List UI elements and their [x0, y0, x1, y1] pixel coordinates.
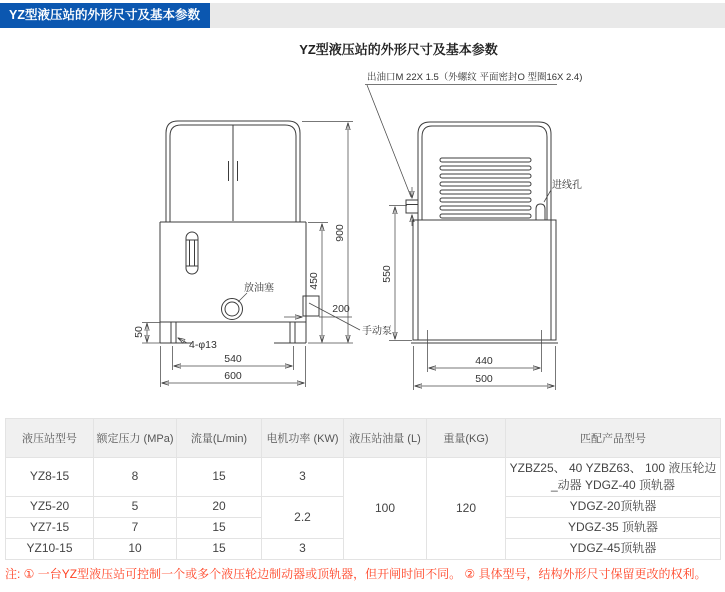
dim-total-height: 900	[334, 224, 346, 242]
table-header-row	[6, 419, 721, 458]
header-match: 匹配产品型号	[506, 419, 721, 458]
cell-match: YZBZ25、 40 YZBZ63、 100 液压轮边_动器 YDGZ-40 顶轨器	[506, 458, 721, 497]
cell-match: YDGZ-45顶轨器	[506, 539, 721, 560]
dim-bolt-span-front: 540	[224, 353, 242, 365]
dim-foot-height: 50	[133, 326, 145, 338]
cell-model: YZ10-15	[6, 539, 94, 560]
cell-pressure: 7	[94, 518, 177, 539]
drawing-title: YZ型液压站的外形尺寸及基本参数	[299, 42, 498, 57]
dim-overall-depth: 500	[475, 373, 493, 385]
cell-power: 2.2	[262, 497, 344, 539]
front-view	[133, 121, 392, 387]
header-pressure: 额定压力 (MPa)	[94, 419, 177, 458]
dim-bolt-span-side: 440	[475, 355, 493, 367]
header-weight: 重量(KG)	[427, 419, 506, 458]
header-power: 电机功率 (KW)	[262, 419, 344, 458]
cable-hole-label: 进线孔	[552, 180, 582, 191]
footnote: 注: ① 一台YZ型液压站可控制一个或多个液压轮边制动器或顶轨器，但开闸时间不同。 ② 具体型号，结构外形尺寸保留更改的权利。	[5, 567, 707, 581]
hand-pump-label: 手动泵	[362, 326, 392, 337]
side-view	[365, 71, 582, 390]
outlet-label: 出油口M 22X 1.5（外螺纹 平面密封O 型圈16X 2.4)	[367, 72, 583, 83]
dim-pump-height: 200	[332, 303, 350, 315]
header-model: 液压站型号	[6, 419, 94, 458]
cell-power: 3	[262, 458, 344, 497]
header-oil-volume: 液压站油量 (L)	[344, 419, 427, 458]
hand-pump	[303, 296, 319, 316]
cell-flow: 20	[177, 497, 262, 518]
cell-model: YZ5-20	[6, 497, 94, 518]
table-row	[6, 458, 721, 497]
dim-side-height: 550	[381, 265, 393, 283]
cell-weight: 120	[427, 458, 506, 560]
outlet-port	[406, 200, 418, 213]
page-title: YZ型液压站的外形尺寸及基本参数	[0, 3, 210, 28]
cell-pressure: 8	[94, 458, 177, 497]
dim-mount-holes: 4-φ13	[189, 339, 217, 351]
cell-match: YDGZ-20顶轨器	[506, 497, 721, 518]
cell-model: YZ8-15	[6, 458, 94, 497]
spec-table	[5, 418, 721, 560]
louvers	[440, 158, 531, 218]
cell-match: YDGZ-35 顶轨器	[506, 518, 721, 539]
cell-flow: 15	[177, 518, 262, 539]
cell-power: 3	[262, 539, 344, 560]
cell-flow: 15	[177, 539, 262, 560]
cell-pressure: 10	[94, 539, 177, 560]
cell-pressure: 5	[94, 497, 177, 518]
dim-tank-height: 450	[308, 272, 320, 290]
spec-table-section	[5, 418, 720, 560]
drain-plug-label: 放油塞	[244, 283, 274, 294]
header-flow: 流量(L/min)	[177, 419, 262, 458]
dim-overall-width: 600	[224, 370, 242, 382]
cell-flow: 15	[177, 458, 262, 497]
cell-model: YZ7-15	[6, 518, 94, 539]
cell-oil-volume: 100	[344, 458, 427, 560]
